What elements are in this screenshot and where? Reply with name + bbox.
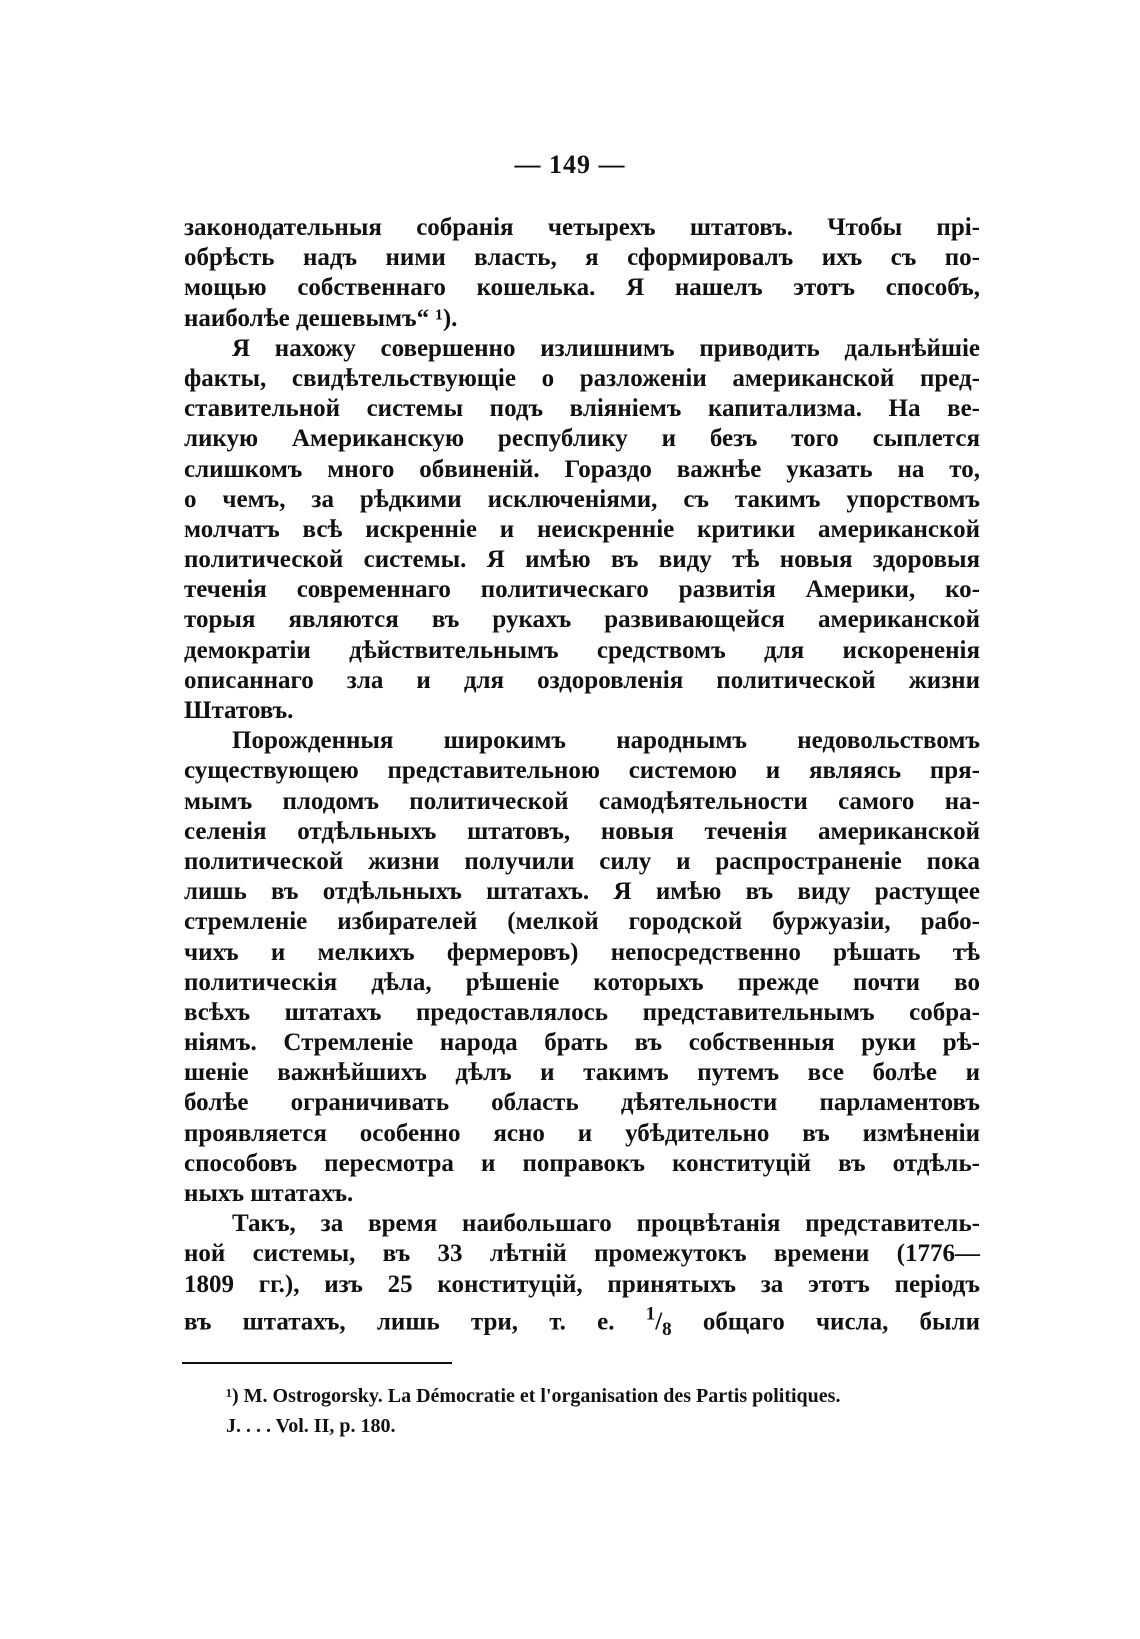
text-line: о чемъ, за рѣдкими исключеніями, съ такимъ упорствомъ bbox=[184, 485, 980, 513]
text-line: демократіи дѣйствительнымъ средствомъ для искорененія bbox=[184, 636, 980, 664]
page-number: — 149 — bbox=[514, 150, 626, 179]
text-line: политической жизни получили силу и распространеніе пока bbox=[184, 847, 980, 875]
text-line: болѣе ограничивать область дѣятельности парламентовъ bbox=[184, 1089, 980, 1117]
final-line-after: общаго числа, были bbox=[671, 1308, 980, 1336]
text-line: теченія современнаго политическаго развитія Америки, ко- bbox=[184, 576, 980, 604]
text-line: молчатъ всѣ искренніе и неискренніе критики американской bbox=[184, 515, 980, 543]
fraction-denominator: 8 bbox=[662, 1319, 672, 1341]
text-line: шеніе важнѣйшихъ дѣлъ и такимъ путемъ все болѣе и bbox=[184, 1059, 980, 1087]
text-line: мымъ плодомъ политической самодѣятельности самого на- bbox=[184, 787, 980, 815]
text-line: Штатовъ. bbox=[184, 697, 294, 724]
text-line: всѣхъ штатахъ предоставлялось представительнымъ собра- bbox=[184, 998, 980, 1026]
text-line-final bbox=[184, 1300, 980, 1341]
footnote-line-2: J. . . . Vol. II, p. 180. bbox=[226, 1415, 396, 1437]
text-line: ставительной системы подъ вліяніемъ капитализма. На ве- bbox=[184, 395, 980, 423]
text-line: чихъ и мелкихъ фермеровъ) непосредственно рѣшать тѣ bbox=[184, 938, 980, 966]
text-line: существующею представительною системою и являясь пря- bbox=[184, 757, 980, 785]
text-line: описаннаго зла и для оздоровленія политической жизни bbox=[184, 666, 980, 694]
text-line: проявляется особенно ясно и убѣдительно въ измѣненіи bbox=[184, 1119, 980, 1147]
text-line: обрѣсть надъ ними власть, я сформировалъ ихъ съ по- bbox=[184, 244, 980, 272]
footnote-line-1: ¹) M. Ostrogorsky. La Démocratie et l'organisation des Partis politiques. bbox=[226, 1385, 841, 1407]
footnote-separator bbox=[182, 1362, 452, 1364]
footnote bbox=[226, 1381, 986, 1441]
text-line: Такъ, за время наибольшаго процвѣтанія представитель- bbox=[232, 1210, 980, 1238]
text-line: слишкомъ много обвиненій. Гораздо важнѣе указать на то, bbox=[184, 455, 980, 483]
text-line: лишь въ отдѣльныхъ штатахъ. Я имѣю въ виду растущее bbox=[184, 878, 980, 906]
text-line: 1809 гг.), изъ 25 конституцій, принятыхъ за этотъ періодъ bbox=[184, 1270, 980, 1298]
text-line: законодательныя собранія четырехъ штатовъ. Чтобы прі- bbox=[184, 214, 980, 241]
text-line: ликую Американскую республику и безъ того сыплется bbox=[184, 425, 980, 453]
text-line: ныхъ штатахъ. bbox=[184, 1180, 354, 1207]
text-line: наиболѣе дешевымъ“ ¹). bbox=[184, 304, 458, 332]
text-line: политической системы. Я имѣю въ виду тѣ новыя здоровыя bbox=[184, 546, 980, 574]
fraction-one-eighth: $^1/_8$ bbox=[645, 1303, 672, 1341]
text-line: торыя являются въ рукахъ развивающейся американской bbox=[184, 606, 980, 634]
text-line: факты, свидѣтельствующіе о разложеніи американской пред- bbox=[184, 364, 980, 392]
text-line: Порожденныя широкимъ народнымъ недовольствомъ bbox=[232, 727, 980, 755]
text-line: политическія дѣла, рѣшеніе которыхъ прежде почти во bbox=[184, 968, 980, 996]
fraction-numerator: 1 bbox=[645, 1303, 656, 1325]
text-line: ной системы, въ 33 лѣтній промежутокъ времени (1776— bbox=[184, 1240, 980, 1268]
text-line: способовъ пересмотра и поправокъ конституцій въ отдѣль- bbox=[184, 1149, 980, 1177]
text-line: мощью собственнаго кошелька. Я нашелъ этотъ способъ, bbox=[184, 274, 980, 302]
main-text bbox=[184, 213, 980, 1341]
final-line-before: въ штатахъ, лишь три, т. е. bbox=[184, 1308, 646, 1336]
text-line: селенія отдѣльныхъ штатовъ, новыя теченія американской bbox=[184, 817, 980, 845]
text-line: Я нахожу совершенно излишнимъ приводить дальнѣйшіе bbox=[232, 334, 980, 362]
text-line: ніямъ. Стремленіе народа брать въ собственныя руки рѣ- bbox=[184, 1029, 980, 1057]
text-line: стремленіе избирателей (мелкой городской буржуазіи, рабо- bbox=[184, 908, 980, 936]
